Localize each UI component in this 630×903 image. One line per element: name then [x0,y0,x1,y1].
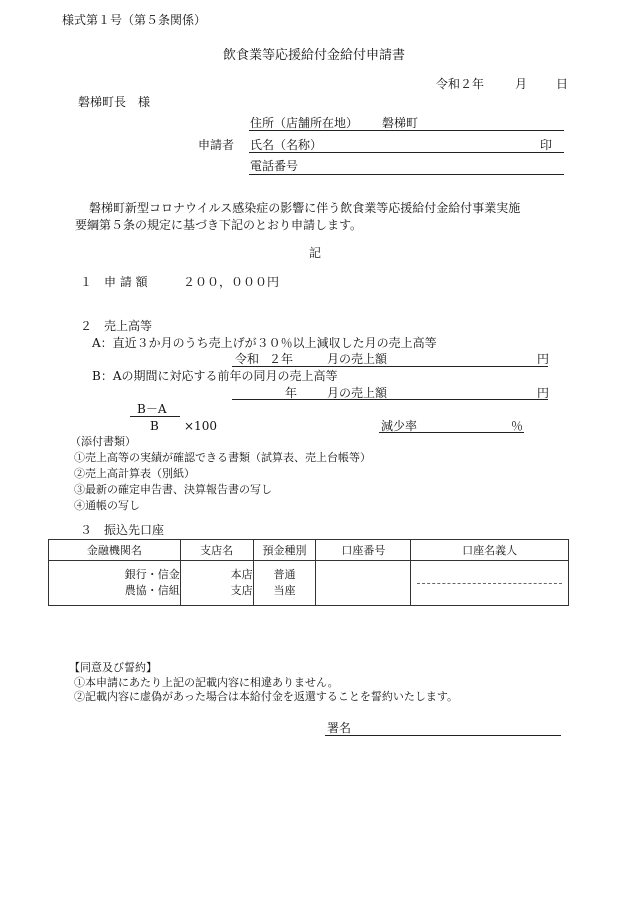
header-account-holder: 口座名義人 [411,540,569,561]
formula-fraction-bar [130,416,180,417]
section2-a-era: 令和 [235,352,260,366]
deposit-type-current: 当座 [273,584,296,597]
bank-type-agri: 農協・信組 [124,584,180,597]
bank-name-cell[interactable] [49,561,181,606]
account-number-cell[interactable] [316,561,411,606]
section2-a-month-sales: 月の売上額 [327,352,388,366]
branch-cell[interactable] [180,561,253,606]
ki-heading: 記 [309,246,322,260]
attachment-item-4: ④通帳の写し [74,499,140,512]
section2-a-line [232,366,548,367]
formula-numerator: B－A [137,402,167,416]
header-branch-name: 支店名 [180,540,253,561]
consent-item-2: ②記載内容に虚偽があった場合は本給付金を返還することを誓約いたします。 [74,690,459,703]
attachment-item-3: ③最新の確定申告書、決算報告書の写し [74,483,272,496]
deposit-type-ordinary: 普通 [273,568,296,581]
reduction-rate-percent: ％ [511,419,524,433]
form-number: 様式第１号（第５条関係） [62,13,207,27]
section2-label: ２ 売上高等 [80,319,153,333]
attachments-header: （添付書類） [70,435,136,448]
date-era-year: 令和２年 [436,77,485,91]
phone-line [249,174,564,175]
section2-b-yen: 円 [537,386,550,400]
section1-amount: ２００，０００円 [183,275,280,289]
formula-times: ×100 [184,419,217,433]
consent-item-1: ①本申請にあたり上記の記載内容に相違ありません。 [74,676,339,689]
formula-denominator: B [150,419,159,433]
address-value: 磐梯町 [382,116,419,130]
addressee: 磐梯町長 様 [78,95,151,109]
account-holder-divider [417,583,562,584]
section2-a-yen: 円 [537,352,550,366]
section3-label: ３ 振込先口座 [80,523,165,537]
address-label: 住所（店舗所在地） [250,116,359,130]
address-line [249,130,564,131]
signature-label: 署名 [327,721,352,735]
reduction-rate-label: 減少率 [381,419,418,433]
branch-type-main: 本店 [230,568,253,581]
page-title: 飲食業等応援給付金給付申請書 [223,48,406,63]
attachment-item-1: ①売上高等の実績が確認できる書類（試算表、売上台帳等） [74,451,371,464]
section2-a-year: ２年 [269,352,294,366]
section2-a-text: A：直近３か月のうち売上げが３０％以上減収した月の売上高等 [92,336,437,350]
reduction-rate-line [379,432,524,433]
intro-line-1: 磐梯町新型コロナウイルス感染症の影響に伴う飲食業等応援給付金給付事業実施 [89,201,521,215]
header-deposit-type: 預金種別 [253,540,316,561]
section2-b-year: 年 [285,386,298,400]
section1-label: １ 申 請 額 [80,275,148,289]
intro-line-2: 要綱第５条の規定に基づき下記のとおり申請します。 [75,218,363,232]
signature-line[interactable] [325,735,561,736]
deposit-type-cell[interactable] [253,561,316,606]
name-line [249,152,564,153]
bank-table-row [49,561,569,606]
phone-label: 電話番号 [250,159,299,173]
bank-type-bank: 銀行・信金 [124,568,180,581]
date-month: 月 [515,77,528,91]
attachment-item-2: ②売上高計算表（別紙） [74,467,195,480]
section2-b-text: B：Aの期間に対応する前年の同月の売上高等 [92,369,338,383]
date-day: 日 [556,77,569,91]
consent-header: 【同意及び誓約】 [69,661,157,674]
name-label: 氏名（名称） [250,138,323,152]
account-holder-cell[interactable] [411,561,569,606]
header-account-number: 口座番号 [316,540,411,561]
seal-mark: 印 [540,138,553,152]
bank-account-table [48,539,569,606]
section2-b-month-sales: 月の売上額 [327,386,388,400]
header-bank-name: 金融機関名 [49,540,181,561]
bank-table-header-row [49,540,569,561]
applicant-label: 申請者 [198,138,235,152]
section2-b-line [232,399,548,400]
branch-type-branch: 支店 [230,584,253,597]
